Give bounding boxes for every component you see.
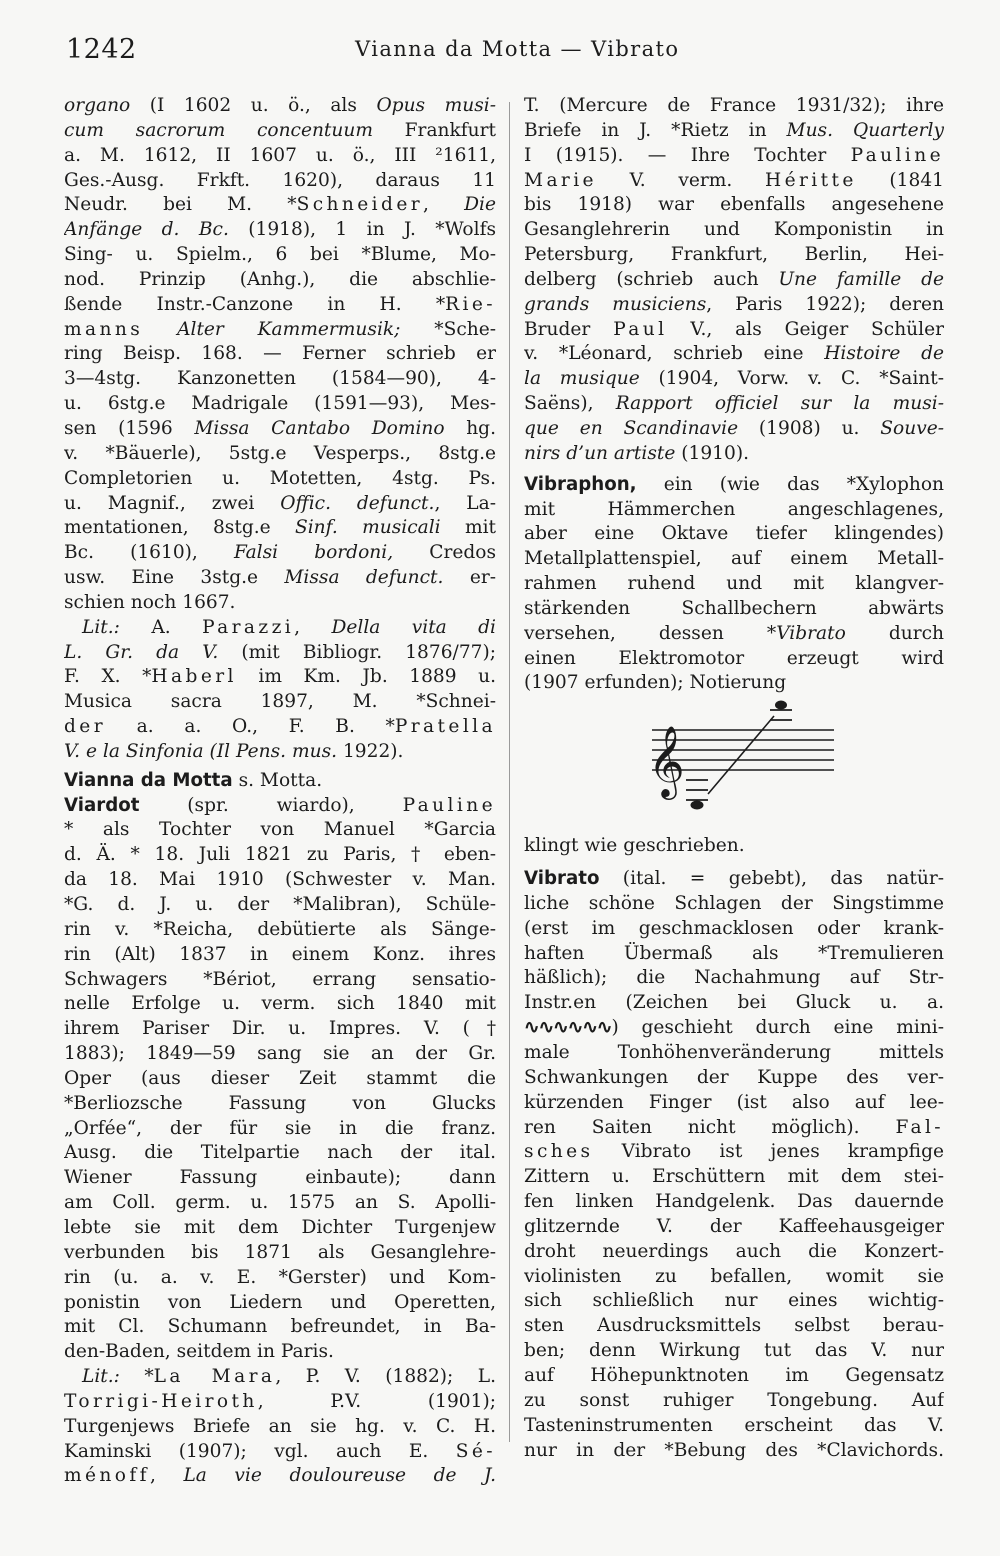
text-line: (1907 erfunden); Notierung bbox=[524, 672, 787, 694]
text-line: mentationen, 8stg.e Sinf. musicali mit bbox=[64, 517, 496, 539]
text-line: Bc. (1610), Falsi bordoni, Credos bbox=[64, 542, 496, 564]
text-line: Completorien u. Motetten, 4stg. Ps. bbox=[64, 467, 496, 489]
text-line: la musique (1904, Vorw. v. C. *Saint- bbox=[524, 368, 944, 390]
text-line: manns Alter Kammermusik; *Sche- bbox=[64, 318, 496, 340]
text-line: rin (Alt) 1837 in einem Konz. ihres bbox=[64, 943, 496, 965]
text-line: Instr.en (Zeichen bei Gluck u. a. bbox=[524, 992, 944, 1014]
text-line: Ges.-Ausg. Frkft. 1620), daraus 11 bbox=[64, 169, 496, 191]
text-line: organo (I 1602 u. ö., als Opus musi- bbox=[64, 95, 496, 116]
vibrato-sign-icon: ∿∿∿∿∿∿ bbox=[524, 1017, 612, 1039]
text-line: sen (1596 Missa Cantabo Domino hg. bbox=[64, 417, 496, 439]
text-line: Bruder Paul V., als Geiger Schüler bbox=[524, 318, 944, 340]
range-line bbox=[708, 716, 774, 794]
text-line: aber eine Oktave tiefer klingendes) bbox=[524, 523, 944, 545]
text-line: droht neuerdings auch die Konzert- bbox=[524, 1240, 944, 1262]
text-line: liche schöne Schlagen der Singstimme bbox=[524, 892, 944, 914]
text-line: glitzernde V. der Kaffeehausgeiger bbox=[524, 1215, 944, 1237]
text-line: * als Tochter von Manuel *Garcia bbox=[64, 819, 496, 841]
text-line: Turgenjews Briefe an sie hg. v. C. H. bbox=[64, 1415, 496, 1437]
text-line: L. Gr. da V. (mit Bibliogr. 1876/77); bbox=[64, 641, 496, 663]
treble-clef-icon: 𝄞 bbox=[648, 724, 685, 798]
text-line: (erst im geschmacklosen oder krank- bbox=[524, 917, 944, 939]
text-line: ßende Instr.-Canzone in H. *Rie- bbox=[64, 293, 496, 315]
text-line: v. *Bäuerle), 5stg.e Vesperps., 8stg.e bbox=[64, 442, 496, 464]
text-line: u. Magnif., zwei Offic. defunct., La- bbox=[64, 492, 496, 514]
page-number: 1242 bbox=[66, 34, 137, 65]
text-line: ∿∿∿∿∿∿) geschieht durch eine mini- bbox=[524, 1017, 944, 1039]
text-line: sches Vibrato ist jenes krampfige bbox=[524, 1141, 944, 1163]
entry-vibraphon: Vibraphon, ein (wie das *Xylophon bbox=[524, 473, 944, 495]
text-line: nelle Erfolge u. verm. sich 1840 mit bbox=[64, 993, 496, 1015]
text-line: kürzenden Finger (ist also auf lee- bbox=[524, 1091, 944, 1113]
text-line: T. (Mercure de France 1931/32); ihre bbox=[524, 95, 944, 116]
text-line: Oper (aus dieser Zeit stammt die bbox=[64, 1067, 496, 1089]
text-line: verbunden bis 1871 als Gesanglehre- bbox=[64, 1241, 496, 1263]
text-line: lebte sie mit dem Dichter Turgenjew bbox=[64, 1216, 496, 1238]
column-divider bbox=[509, 102, 510, 1442]
text-line: *Berliozsche Fassung von Glucks bbox=[64, 1092, 496, 1114]
text-line: a. M. 1612, II 1607 u. ö., III ²1611, bbox=[64, 144, 496, 166]
text-line: usw. Eine 3stg.e Missa defunct. er- bbox=[64, 567, 496, 589]
text-line: Schwankungen der Kuppe des ver- bbox=[524, 1066, 944, 1088]
text-line: I (1915). — Ihre Tochter Pauline bbox=[524, 144, 944, 166]
headword: Vibraphon, bbox=[524, 473, 637, 495]
text-line: schien noch 1667. bbox=[64, 591, 236, 613]
text-line: Anfänge d. Bc. (1918), 1 in J. *Wolfs bbox=[64, 219, 496, 241]
text-line: klingt wie geschrieben. bbox=[524, 835, 745, 857]
text-line: ménoff, La vie douloureuse de J. bbox=[64, 1465, 496, 1487]
headword: Viardot bbox=[64, 794, 140, 816]
text-line: fen linken Handgelenk. Das dauernde bbox=[524, 1191, 944, 1213]
entry-viardot: Viardot (spr. wiardo), Pauline bbox=[64, 794, 496, 816]
text-line: nur in der *Bebung des *Clavichords. bbox=[524, 1439, 944, 1461]
text-line: v. *Léonard, schrieb eine Histoire de bbox=[524, 343, 944, 365]
text-line: Saëns), Rapport officiel sur la musi- bbox=[524, 393, 944, 415]
text-line: einen Elektromotor erzeugt wird bbox=[524, 647, 944, 669]
text-line: violinisten zu befallen, womit sie bbox=[524, 1265, 944, 1287]
text-line: Sing- u. Spielm., 6 bei *Blume, Mo- bbox=[64, 244, 496, 266]
text-line: Lit.: *La Mara, P. V. (1882); L. bbox=[82, 1366, 496, 1388]
text-line: *G. d. J. u. der *Malibran), Schüle- bbox=[64, 894, 496, 915]
right-column bbox=[524, 94, 944, 1463]
running-head: Vianna da Motta — Vibrato bbox=[355, 37, 680, 61]
entry-vianna-da-motta: Vianna da Motta s. Motta. bbox=[64, 769, 323, 791]
text-line: auf Höhepunktnoten im Gegensatz bbox=[524, 1364, 944, 1386]
text-line: zu sonst ruhiger Tongebung. Auf bbox=[524, 1389, 944, 1411]
text-line: mit Cl. Schumann befreundet, in Ba- bbox=[64, 1316, 496, 1338]
text-line: sten Ausdrucksmittels selbst berau- bbox=[524, 1315, 944, 1337]
text-line: ren Saiten nicht möglich). Fal- bbox=[524, 1116, 944, 1138]
text-line: Wiener Fassung einbaute); dann bbox=[64, 1167, 496, 1189]
text-line: da 18. Mai 1910 (Schwester v. Man. bbox=[64, 869, 496, 891]
text-line: V. e la Sinfonia (Il Pens. mus. 1922). bbox=[64, 740, 404, 762]
text-line: ihrem Pariser Dir. u. Impres. V. († bbox=[64, 1018, 496, 1040]
text-line: rin v. *Reicha, debütierte als Sänge- bbox=[64, 918, 496, 940]
text-line: haften Übermaß als *Tremulieren bbox=[524, 942, 944, 964]
text-line: rahmen ruhend und mit klangver- bbox=[524, 573, 944, 595]
text-line: ben; denn Wirkung tut das V. nur bbox=[524, 1340, 944, 1362]
text-line: Lit.: A. Parazzi, Della vita di bbox=[82, 616, 496, 638]
music-notation bbox=[524, 700, 944, 828]
text-line: sich schließlich nur eines wichtig- bbox=[524, 1290, 944, 1312]
text-line: male Tonhöhenveränderung mittels bbox=[524, 1042, 944, 1063]
text-line: Kaminski (1907); vgl. auch E. Sé- bbox=[64, 1440, 496, 1462]
text-line: ponistin von Liedern und Operetten, bbox=[64, 1291, 496, 1313]
text-line: bis 1918) war ebenfalls angesehene bbox=[524, 194, 944, 216]
text-line: d. Ä. * 18. Juli 1821 zu Paris, † eben- bbox=[64, 844, 496, 866]
text-line: 1883); 1849—59 sang sie an der Gr. bbox=[64, 1043, 496, 1065]
text-line: am Coll. germ. u. 1575 an S. Apolli- bbox=[64, 1192, 496, 1214]
text-line: Musica sacra 1897, M. *Schnei- bbox=[64, 691, 496, 713]
entry-vibrato: Vibrato (ital. = gebebt), das natür- bbox=[524, 868, 944, 890]
headword: Vibrato bbox=[524, 868, 600, 890]
text-line: Torrigi-Heiroth, P.V. (1901); bbox=[64, 1390, 496, 1412]
text-line: rin (u. a. v. E. *Gerster) und Kom- bbox=[64, 1266, 496, 1288]
text-line: Metallplattenspiel, auf einem Metall- bbox=[524, 548, 944, 570]
text-line: Briefe in J. *Rietz in Mus. Quarterly bbox=[524, 119, 944, 141]
text-line: Zittern u. Erschüttern mit dem stei- bbox=[524, 1166, 944, 1188]
text-line: grands musiciens, Paris 1922); deren bbox=[524, 293, 944, 315]
text-line: cum sacrorum concentuum Frankfurt bbox=[64, 119, 496, 141]
text-line: Petersburg, Frankfurt, Berlin, Hei- bbox=[524, 244, 944, 266]
text-line: versehen, dessen *Vibrato durch bbox=[524, 622, 944, 644]
text-line: que en Scandinavie (1908) u. Souve- bbox=[524, 417, 944, 439]
text-line: u. 6stg.e Madrigale (1591—93), Mes- bbox=[64, 393, 496, 415]
text-line: nod. Prinzip (Anhg.), die abschlie- bbox=[64, 268, 496, 290]
lower-note bbox=[686, 780, 708, 810]
text-line: mit Hämmerchen angeschlagenes, bbox=[524, 498, 944, 520]
left-column bbox=[64, 94, 496, 1489]
text-line: Ausg. die Titelpartie nach der ital. bbox=[64, 1142, 496, 1164]
text-line: nirs d’un artiste (1910). bbox=[524, 442, 750, 464]
text-line: Gesanglehrerin und Komponistin in bbox=[524, 219, 944, 241]
text-line: F. X. *Haberl im Km. Jb. 1889 u. bbox=[64, 666, 496, 688]
text-line: Marie V. verm. Héritte (1841 bbox=[524, 169, 944, 191]
text-line: 3—4stg. Kanzonetten (1584—90), 4- bbox=[64, 368, 496, 390]
text-line: der a. a. O., F. B. *Pratella bbox=[64, 716, 496, 738]
text-line: Neudr. bei M. *Schneider, Die bbox=[64, 194, 496, 216]
staff-svg bbox=[524, 700, 944, 828]
text-line: Tasteninstrumenten erscheint das V. bbox=[524, 1414, 944, 1436]
text-line: den-Baden, seitdem in Paris. bbox=[64, 1341, 334, 1363]
text-line: delberg (schrieb auch Une famille de bbox=[524, 268, 944, 290]
text-line: „Orfée“, der für sie in die franz. bbox=[64, 1117, 496, 1139]
text-line: häßlich); die Nachahmung auf Str- bbox=[524, 967, 944, 989]
text-line: Schwagers *Bériot, errang sensatio- bbox=[64, 968, 496, 990]
text-line: ring Beisp. 168. — Ferner schrieb er bbox=[64, 343, 496, 365]
headword: Vianna da Motta bbox=[64, 769, 233, 791]
text-line: stärkenden Schallbechern abwärts bbox=[524, 597, 944, 619]
